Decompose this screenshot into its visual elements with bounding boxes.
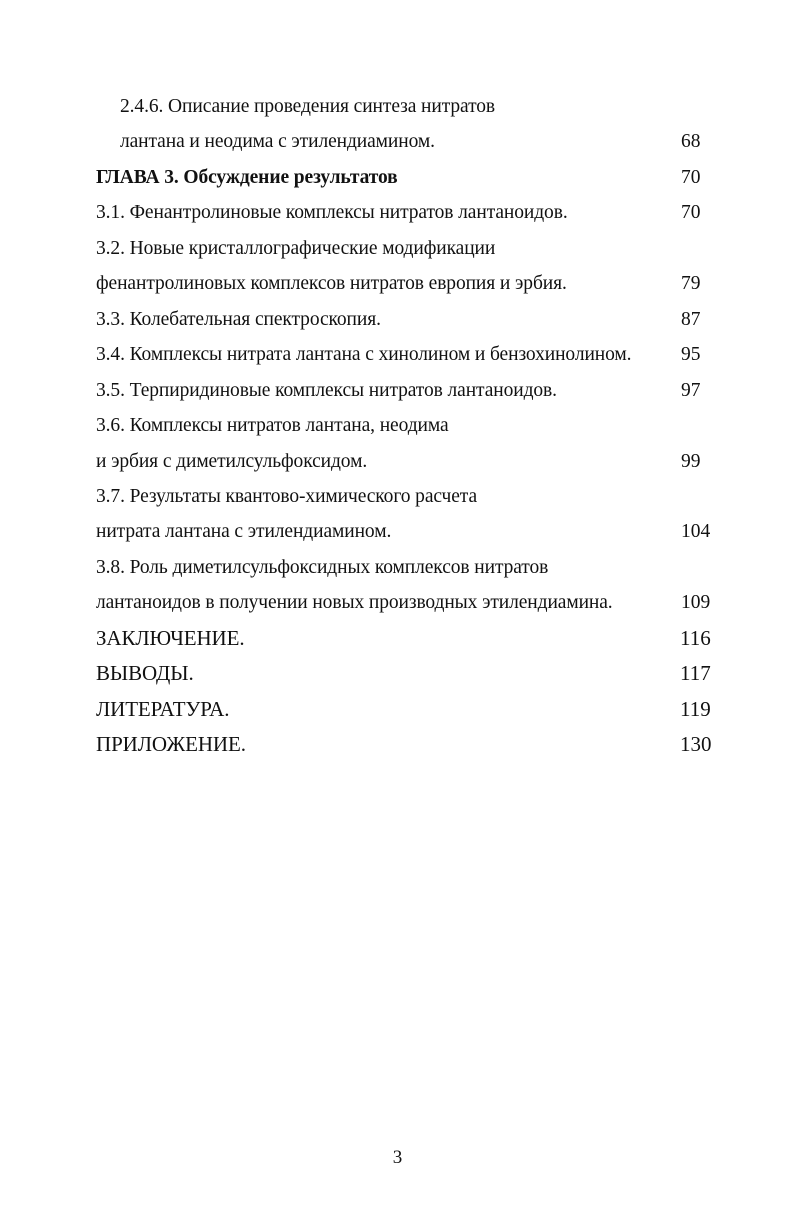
toc-page-number: 70 — [681, 202, 701, 223]
footer-page-number: 3 — [392, 1147, 403, 1168]
toc-entry-2-4-6-line2: лантана и неодима с этилендиамином. — [120, 131, 435, 152]
toc-page-number: 116 — [680, 626, 711, 650]
toc-page-number: 104 — [681, 521, 711, 542]
toc-appendix: ПРИЛОЖЕНИЕ. — [96, 732, 246, 756]
toc-entry-3-2-line1: 3.2. Новые кристаллографические модификации — [96, 238, 496, 259]
toc-entry-3-3: 3.3. Колебательная спектроскопия. — [96, 309, 381, 330]
toc-conclusion: ЗАКЛЮЧЕНИЕ. — [96, 626, 245, 650]
toc-entry-3-6-line2: и эрбия с диметилсульфоксидом. — [96, 451, 368, 472]
toc-entry-3-2-line2: фенантролиновых комплексов нитратов европия и эрбия. — [96, 273, 567, 294]
toc-page-number: 68 — [681, 131, 701, 152]
toc-entry-3-6-line1: 3.6. Комплексы нитратов лантана, неодима — [96, 415, 449, 436]
toc-entry-3-7-line1: 3.7. Результаты квантово-химического расчета — [96, 486, 478, 507]
toc-entry-3-8-line1: 3.8. Роль диметилсульфоксидных комплексов нитратов — [96, 557, 549, 578]
toc-chapter-3-heading: ГЛАВА 3. Обсуждение результатов — [96, 167, 398, 188]
toc-page-number: 87 — [681, 309, 701, 330]
toc-page-number: 79 — [681, 273, 701, 294]
toc-page-number: 117 — [680, 661, 711, 685]
toc-page-number: 130 — [680, 732, 712, 756]
toc-findings: ВЫВОДЫ. — [96, 661, 194, 685]
toc-entry-3-7-line2: нитрата лантана с этилендиамином. — [96, 521, 392, 542]
toc-entry-3-1: 3.1. Фенантролиновые комплексы нитратов лантаноидов. — [96, 202, 568, 223]
toc-page-number: 97 — [681, 380, 701, 401]
toc-page-number: 109 — [681, 592, 711, 613]
toc-entry-3-5: 3.5. Терпиридиновые комплексы нитратов лантаноидов. — [96, 380, 557, 401]
toc-page-number: 95 — [681, 344, 701, 365]
toc-entry-3-8-line2: лантаноидов в получении новых производных этилендиамина. — [96, 592, 613, 613]
toc-page-number: 119 — [680, 697, 711, 721]
toc-entry-2-4-6-line1: 2.4.6. Описание проведения синтеза нитратов — [120, 96, 495, 117]
toc-page-number: 70 — [681, 167, 701, 188]
toc-entry-3-4: 3.4. Комплексы нитрата лантана с хинолином и бензохинолином. — [96, 344, 632, 365]
toc-references: ЛИТЕРАТУРА. — [96, 697, 230, 721]
toc-page-number: 99 — [681, 451, 701, 472]
